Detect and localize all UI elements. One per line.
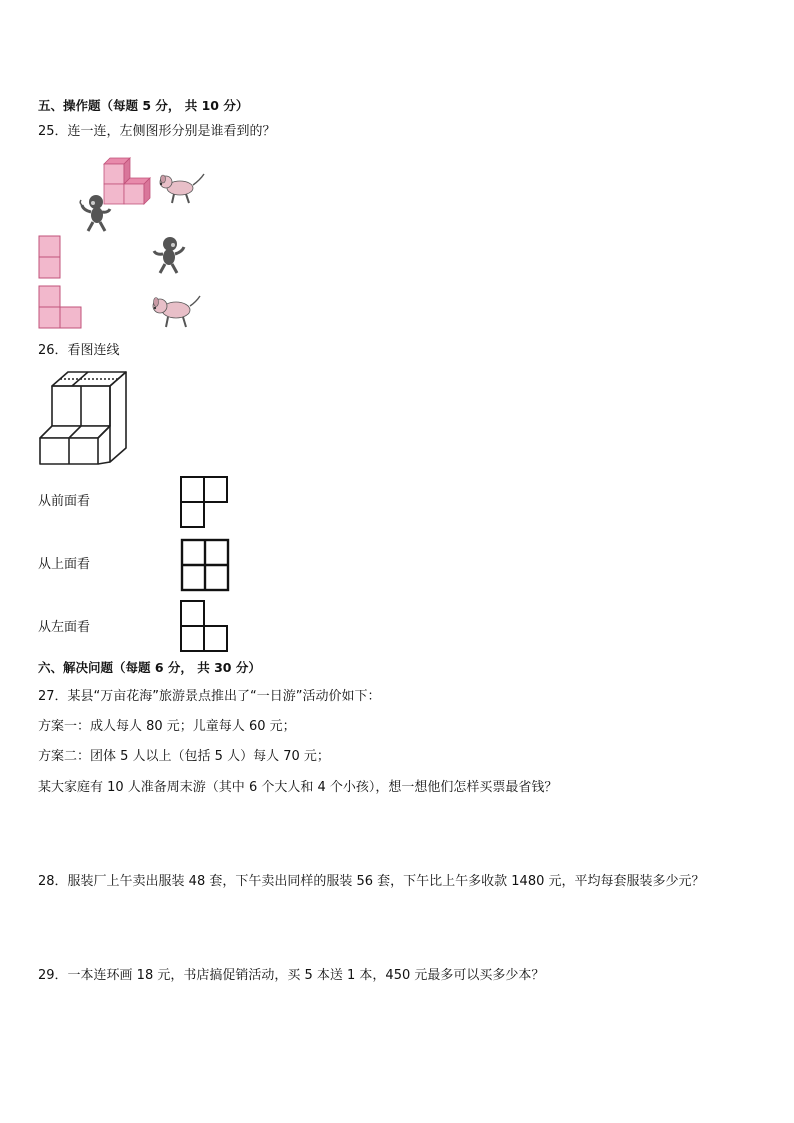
question-28: 28．服装厂上午卖出服装 48 套，下午卖出同样的服装 56 套，下午比上午多收款 1480 元，平均每套服装多少元？ [38,874,705,889]
grid-top-view [180,538,232,594]
view-label-front: 从前面看 [38,494,91,509]
dog-icon [150,292,202,330]
question-29: 29．一本连环画 18 元，书店搞促销活动，买 5 本送 1 本，450 元最多可以买多少本？ [38,968,545,983]
grid-left-view [180,600,230,654]
question-25: 25．连一连，左侧图形分别是谁看到的？ [38,124,276,139]
view-l-shape-squares [38,285,84,329]
question-27-plan-1: 方案一：成人每人 80 元；儿童每人 60 元； [38,719,296,734]
monkey-icon [150,235,188,275]
question-27-ask: 某大家庭有 10 人准备周末游（其中 6 个大人和 4 个小孩），想一想他们怎样买票最省钱？ [38,780,558,795]
question-27: 27．某县“万亩花海”旅游景点推出了“一日游”活动价如下： [38,689,381,704]
section-5-title: 五、操作题（每题 5 分， 共 10 分） [38,98,249,113]
question-27-plan-2: 方案二：团体 5 人以上（包括 5 人）每人 70 元； [38,749,330,764]
dog-icon [158,170,208,206]
view-label-left: 从左面看 [38,620,91,635]
question-26: 26．看图连线 [38,343,120,358]
section-6-title: 六、解决问题（每题 6 分， 共 30 分） [38,660,261,675]
cube-stack-line-drawing [38,370,134,468]
monkey-icon [78,193,116,233]
view-two-stacked-squares [38,235,62,279]
grid-front-view [180,476,230,530]
view-label-top: 从上面看 [38,557,91,572]
